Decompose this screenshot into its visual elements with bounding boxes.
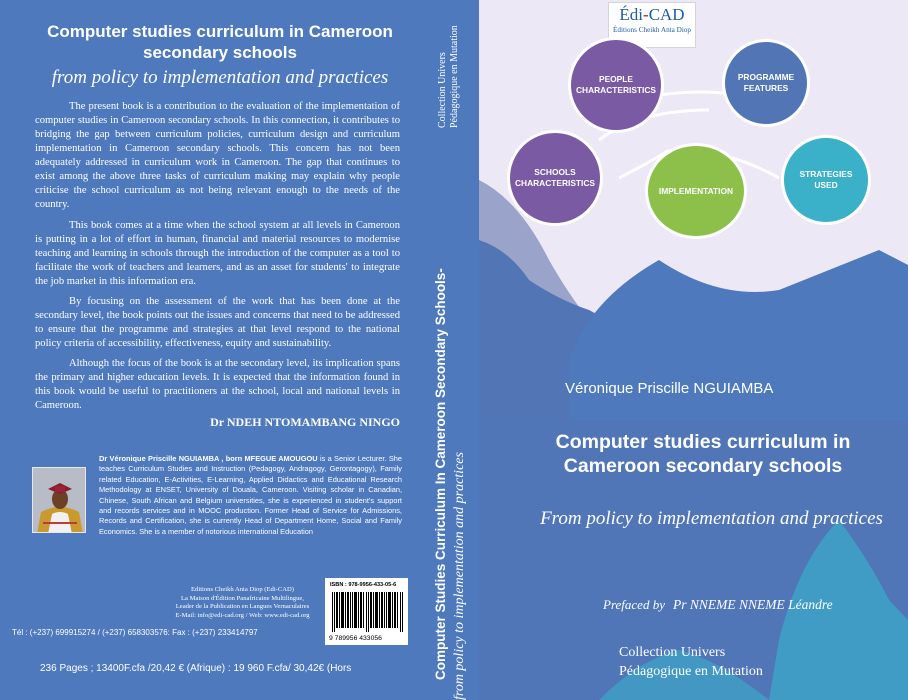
circle-schools-label: SCHOOLS CHARACTERISTICS: [514, 167, 596, 188]
front-cover: [479, 0, 908, 700]
spine: [433, 0, 479, 700]
logo-cad: CAD: [648, 5, 685, 24]
blurb-paragraph-2: This book comes at a time when the school system at all levels in Cameroon is putting in a lot of effort in human, financial and material resources to modernise teaching and learning in schools through the introduction of the computer as a tool to facilitate the work of teachers and learners, and as an asset for students' to integrate the job market in this information era.: [35, 220, 400, 287]
author-name: Véronique Priscille NGUIAMBA: [565, 380, 774, 397]
preface-name: Pr NNEME NNEME Léandre: [672, 597, 833, 612]
price-info: 236 Pages ; 13400F.cfa /20,42 € (Afrique) : 19 960 F.cfa/ 30,42€ (Hors: [40, 663, 352, 674]
front-collection-line-1: Collection Univers: [619, 645, 726, 660]
logo-subtitle: Éditions Cheikh Anta Diop: [612, 26, 692, 34]
circle-strategies-used: [781, 135, 871, 225]
front-subtitle: From policy to implementation and practices: [540, 508, 883, 529]
front-title: Computer studies curriculum in Cameroon secondary schools: [555, 431, 851, 477]
circle-implementation: [645, 143, 747, 239]
publisher-line-2: La Maison d'Édition Panafricaine Multilingue,: [181, 594, 304, 602]
blurb-paragraph-4: Although the focus of the book is at the secondary level, its implication spans the primary and higher education levels. It is expected that the information found in this book would be useful to practitioners at the school, local and national levels in Cameroon.: [35, 358, 400, 411]
publisher-line-3: Leader de la Publication en Langues Vernaculaires: [175, 603, 310, 611]
logo-wordmark: [609, 5, 695, 25]
back-cover: [0, 0, 433, 700]
spine-collection-line-2: Pédagogique en Mutation: [449, 25, 460, 128]
author-photo: [32, 467, 86, 533]
front-collection: [619, 643, 763, 681]
back-title: Computer studies curriculum in Cameroon secondary schools: [47, 22, 393, 62]
author-bio-name: Dr Véronique Priscille NGUIAMBA , born MFEGUE AMOUGOU: [99, 454, 318, 463]
isbn-barcode: [325, 578, 408, 645]
barcode-bars: [332, 592, 404, 632]
blurb-paragraph-3: By focusing on the assessment of the work that has been done at the secondary level, the book points out the issues and concerns that need to be addressed to ensure that the programme and strategies at that level respond to the national policy criteria of accessibility, effectiveness, equity and sustainability.: [35, 296, 400, 349]
author-bio-text: is a Senior Lecturer. She teaches Curriculum Studies and Instruction (Pedagogy, Andragogy, Gerontagogy), Family related Education, E-Activities, E-Learning, Applied Didactics and Educational Research Methodology at ENSET, University of Douala, Cameroon. Visiting scholar in Canadian, Chinese, South African and Belgium universities, she is experienced in student's support and records services and in MOOC production. Former Head of Service for Admissions, Records and Certification, she is currently Head of Department Home, Social and Family Economics. She is a member of notorious international Education: [99, 454, 402, 536]
circle-people-label: PEOPLE CHARACTERISTICS: [575, 74, 657, 95]
circle-strategies-label: STRATEGIES USED: [799, 169, 853, 190]
spine-collection-line-1: Collection Univers: [437, 52, 448, 128]
front-collection-line-2: Pédagogique en Mutation: [619, 664, 763, 679]
circle-programme-label: PROGRAMME FEATURES: [737, 72, 795, 93]
foreword-signature: Dr NDEH NTOMAMBANG NINGO: [210, 415, 400, 429]
author-portrait-image: [33, 468, 86, 533]
circle-schools-characteristics: [507, 130, 603, 226]
spine-title: Computer Studies Curriculum In Cameroon Secondary Schools-: [433, 268, 448, 680]
publisher-line-4: E-Mail: info@edi-cad.org / Web: www.edi-cad.org: [175, 611, 310, 619]
circle-programme-features: [722, 39, 810, 127]
barcode-digits: 9 789956 433056: [329, 635, 382, 642]
back-subtitle: from policy to implementation and practices: [51, 67, 389, 88]
spine-collection: [437, 25, 461, 128]
publisher-info: [155, 586, 330, 620]
preface-credit: [603, 597, 833, 613]
logo-dash: -: [643, 5, 649, 24]
circle-implementation-label: IMPLEMENTATION: [658, 185, 734, 196]
publisher-phone: Tél : (+237) 699915274 / (+237) 658303576: Fax : (+237) 233414797: [12, 628, 258, 637]
blurb-paragraph-1: The present book is a contribution to the evaluation of the implementation of computer studies in Cameroon secondary schools. In this connection, it contributes to bridging the gap between curriculum policies, curriculum design and curriculum implementation in Cameroon secondary schools. This concern has not been adequately addressed in curriculum work in Cameroon. The gap that continues to exist among the above three tasks of curriculum making may explain why people criticise the school curriculum as not being relevant enough to the needs of the country.: [35, 101, 400, 210]
logo-edi: Édi: [619, 5, 644, 24]
front-background-art: [479, 0, 908, 700]
preface-label: Prefaced by: [603, 597, 665, 612]
publisher-line-1: Editions Cheikh Anta Diop (Edi-CAD): [191, 586, 294, 593]
isbn-label: ISBN : 978-9956-433-05-6: [330, 582, 397, 588]
circle-people-characteristics: [568, 37, 664, 133]
author-bio: [99, 454, 402, 537]
spine-subtitle: from policy to implementation and practices: [452, 452, 467, 700]
